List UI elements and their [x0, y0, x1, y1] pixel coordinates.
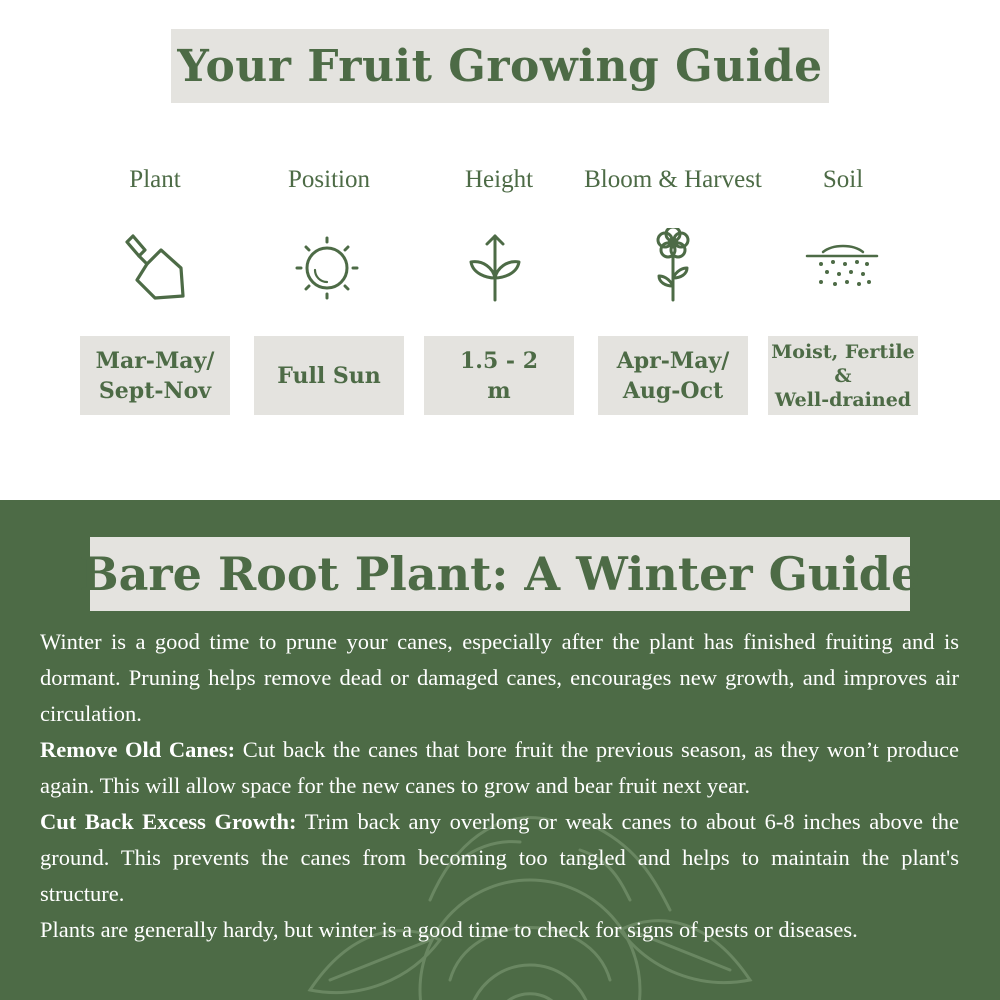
winter-title: Bare Root Plant: A Winter Guide [79, 547, 921, 601]
sun-icon [289, 228, 369, 308]
column-label: Plant [129, 166, 181, 193]
tip-remove-old-canes [40, 732, 959, 804]
position-value: Full Sun [254, 336, 404, 415]
winter-guide-text [40, 624, 959, 948]
bloom-harvest-value: Apr-May/ Aug-Oct [598, 336, 748, 415]
guide-column-soil [733, 160, 953, 420]
guide-title: Your Fruit Growing Guide [177, 40, 823, 92]
winter-guide-section [0, 500, 1000, 1000]
tip-cut-back-growth [40, 804, 959, 912]
plant-time-value: Mar-May/ Sept-Nov [80, 336, 230, 415]
column-label: Bloom & Harvest [584, 166, 762, 193]
tip-text: Cut back the canes that bore fruit the previous season, as they won’t produce again. This will allow space for the new canes to grow and bear fruit next year. [40, 737, 959, 798]
trowel-icon [115, 228, 195, 308]
tip-heading: Remove Old Canes: [40, 737, 236, 762]
guide-title-banner [171, 29, 829, 103]
column-label: Position [288, 166, 370, 193]
tip-text: Trim back any overlong or weak canes to about 6-8 inches above the ground. This prevents the canes from becoming too tangled and helps to maintain the plant's structure. [40, 809, 959, 906]
closing-paragraph: Plants are generally hardy, but winter is a good time to check for signs of pests or diseases. [40, 917, 858, 942]
soil-icon [803, 228, 883, 308]
tip-heading: Cut Back Excess Growth: [40, 809, 297, 834]
sprout-icon [459, 228, 539, 308]
soil-value: Moist, Fertile & Well-drained [768, 336, 918, 415]
column-label: Height [464, 166, 534, 193]
height-value: 1.5 - 2 m [424, 336, 574, 415]
intro-paragraph: Winter is a good time to prune your canes, especially after the plant has finished fruiting and is dormant. Pruning helps remove dead or damaged canes, encourages new growth, and improves air circulation. [40, 629, 959, 726]
winter-title-banner [79, 537, 921, 611]
flower-icon [633, 228, 713, 308]
column-label: Soil [822, 166, 864, 193]
